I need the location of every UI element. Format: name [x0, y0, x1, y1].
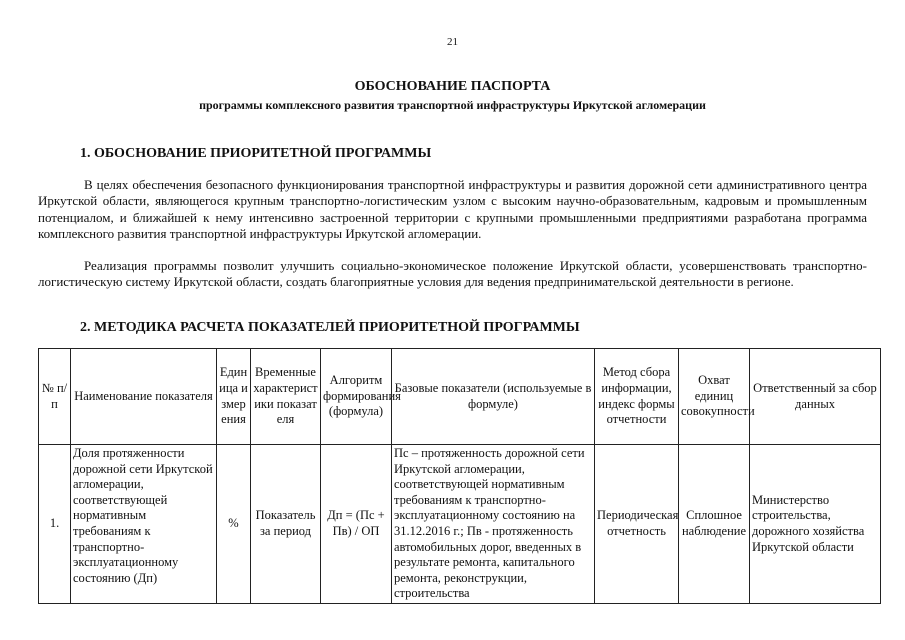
row-algorithm: Дп = (Пс + Пв) / ОП: [321, 445, 392, 604]
header-num: № п/п: [39, 349, 71, 445]
row-time: Показатель за период: [251, 445, 321, 604]
page-number: 21: [447, 36, 458, 48]
header-responsible: Ответственный за сбор данных: [750, 349, 881, 445]
row-responsible: Министерство строительства, дорожного хозяйства Иркутской области: [750, 445, 881, 604]
section-1-heading: 1. ОБОСНОВАНИЕ ПРИОРИТЕТНОЙ ПРОГРАММЫ: [80, 146, 432, 161]
header-base: Базовые показатели (используемые в формуле): [392, 349, 595, 445]
row-method: Периодическая отчетность: [595, 445, 679, 604]
header-algorithm: Алгоритм формирования (формула): [321, 349, 392, 445]
document-subtitle: программы комплексного развития транспортной инфраструктуры Иркутской агломерации: [199, 98, 706, 112]
header-name: Наименование показателя: [71, 349, 217, 445]
section-1-paragraph-1: В целях обеспечения безопасного функционирования транспортной инфраструктуры и развития дорожной сети административного центра Иркутской области, являющегося крупным транспортно-логистическим узлом с высоким научно-образовательным, кадровым и промышленным потенциалом, и ближайшей к нему интенсивно застроенной территории с крупными промышленными предприятиями разработана программа комплексного развития транспортной инфраструктуры Иркутской агломерации.: [38, 177, 867, 242]
header-unit: Единица измерения: [217, 349, 251, 445]
table-header-row: [39, 349, 881, 445]
table-row: [39, 445, 881, 604]
row-num: 1.: [39, 445, 71, 604]
header-coverage: Охват единиц совокупности: [679, 349, 750, 445]
header-method: Метод сбора информации, индекс формы отчетности: [595, 349, 679, 445]
row-indicator-name: Доля протяженности дорожной сети Иркутской агломерации, соответствующей нормативным требованиям к транспортно-эксплуатационному состоянию (Дп): [71, 445, 217, 604]
row-unit: %: [217, 445, 251, 604]
indicators-table: [38, 348, 881, 604]
section-2-heading: 2. МЕТОДИКА РАСЧЕТА ПОКАЗАТЕЛЕЙ ПРИОРИТЕТНОЙ ПРОГРАММЫ: [80, 320, 580, 335]
section-1-paragraph-2: Реализация программы позволит улучшить социально-экономическое положение Иркутской области, усовершенствовать транспортно-логистическую систему Иркутской области, создать благоприятные условия для ведения предпринимательской деятельности в регионе.: [38, 258, 867, 290]
row-coverage: Сплошное наблюдение: [679, 445, 750, 604]
header-time: Временные характеристики показателя: [251, 349, 321, 445]
row-base-indicators: Пс – протяженность дорожной сети Иркутской агломерации, соответствующей нормативным требованиям к транспортно-эксплуатационному состоянию на 31.12.2016 г.; Пв - протяженность автомобильных дорог, введенных в результате ремонта, капитального ремонта, реконструкции, строительства: [392, 445, 595, 604]
document-title: ОБОСНОВАНИЕ ПАСПОРТА: [354, 79, 551, 94]
